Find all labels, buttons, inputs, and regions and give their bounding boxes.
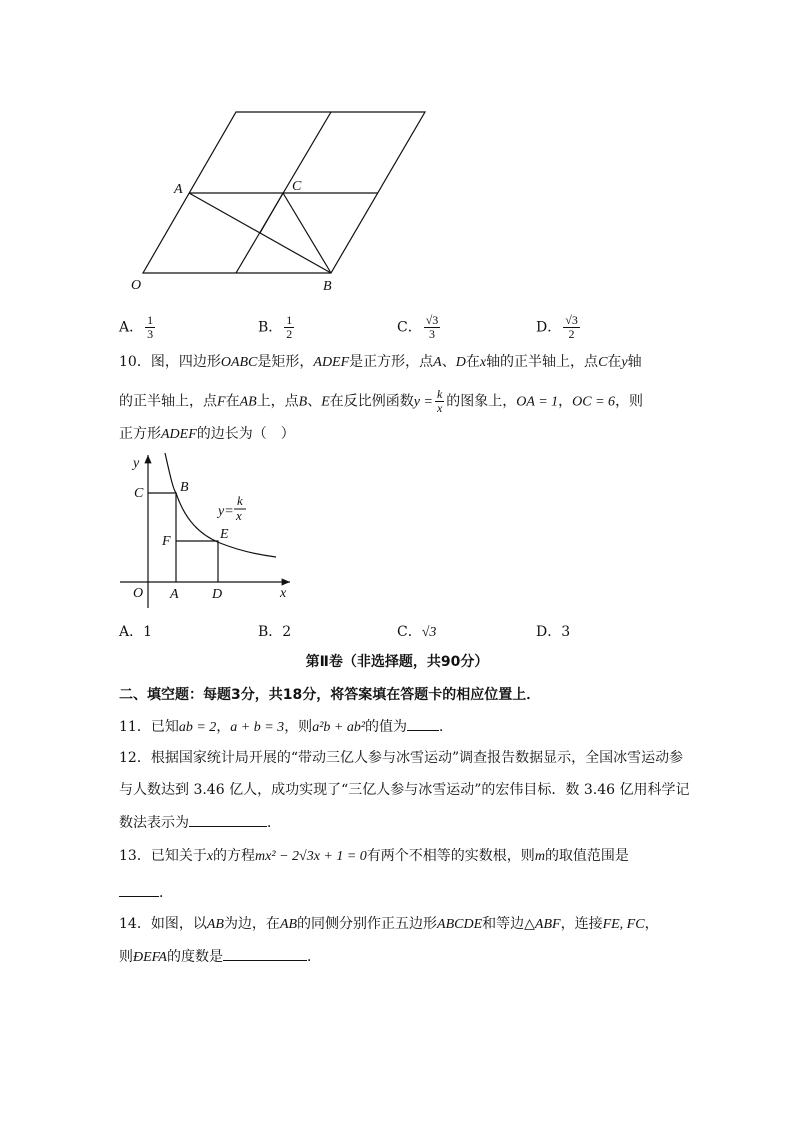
segment-CB bbox=[283, 193, 331, 273]
q12-line1: 12．根据国家统计局开展的“带动三亿人参与冰雪运动”调查报告数据显示，全国冰雪运动参 bbox=[119, 750, 684, 766]
q10-option-b[interactable]: B．2 bbox=[258, 624, 292, 640]
q9-option-a[interactable]: A． $\frac{1}{3}$ bbox=[119, 313, 154, 341]
section-title: 第Ⅱ卷（非选择题，共90分） bbox=[305, 654, 489, 670]
label-C: C bbox=[292, 179, 302, 194]
q9-option-d[interactable]: D． $\frac{√3}{2}$ bbox=[536, 313, 578, 341]
q10-line1: 10．图，四边形OABC是矩形，ADEF是正方形，点A、D在x轴的正半轴上，点C在y轴 bbox=[119, 354, 642, 370]
q11-answer-blank[interactable] bbox=[407, 716, 439, 731]
q10-option-a[interactable]: A．1 bbox=[119, 624, 153, 640]
q10-line2: 的正半轴上，点F在AB上，点B、E在反比例函数y = $\frac{k}{x}$ 的图象上，OA = 1，OC = 6，则 bbox=[119, 387, 644, 415]
q13: 13．已知关于x的方程mx² − 2√3x + 1 = 0有两个不相等的实数根，则m的取值范围是 bbox=[119, 848, 629, 864]
q10-line3: 正方形ADEF的边长为（ ） bbox=[119, 426, 295, 442]
square-ADEF bbox=[176, 541, 218, 582]
label-A: A bbox=[174, 182, 183, 197]
q9-option-c[interactable]: C． $\frac{√3}{3}$ bbox=[397, 313, 439, 341]
section-heading: 二、填空题：每题3分，共18分，将答案填在答题卡的相应位置上． bbox=[119, 687, 541, 703]
q11: 11．已知ab = 2，a + b = 3，则a²b + ab²的值为 ． bbox=[119, 716, 453, 738]
q12-line2: 与人数达到 3.46 亿人，成功实现了“三亿人参与冰雪运动”的宏伟目标．数 3.46 亿用科学记 bbox=[119, 782, 690, 798]
label-B: B bbox=[323, 279, 332, 294]
func-num: k bbox=[237, 493, 243, 508]
q13-answer-line: ． bbox=[119, 882, 173, 903]
label-A: A bbox=[170, 587, 179, 602]
label-x: x bbox=[280, 586, 287, 601]
figure-hyperbola bbox=[0, 445, 794, 615]
figure-parallelogram bbox=[0, 0, 794, 300]
q14-line2: 则ÐEFA的度数是 ． bbox=[119, 946, 321, 968]
label-E: E bbox=[220, 527, 229, 542]
q12-line3: 数法表示为 ． bbox=[119, 812, 281, 833]
q10-option-d[interactable]: D．3 bbox=[536, 624, 571, 640]
segment-CD bbox=[260, 193, 283, 233]
label-D: D bbox=[212, 587, 223, 602]
q9-option-b[interactable]: B． $\frac{1}{2}$ bbox=[258, 313, 293, 341]
label-C: C bbox=[134, 486, 144, 501]
func-den: x bbox=[236, 508, 242, 523]
label-F: F bbox=[162, 534, 171, 549]
q12-answer-blank[interactable] bbox=[189, 812, 267, 827]
q10-option-c[interactable]: C．√3 bbox=[397, 624, 437, 640]
q14-answer-blank[interactable] bbox=[223, 946, 307, 961]
q13-answer-blank[interactable] bbox=[119, 882, 159, 897]
label-y: y bbox=[133, 456, 140, 471]
label-B: B bbox=[180, 480, 189, 495]
label-O: O bbox=[131, 278, 142, 293]
label-O: O bbox=[133, 586, 144, 601]
q14-line1: 14．如图，以AB为边，在AB的同侧分别作正五边形ABCDE和等边△ABF，连接FE, FC， bbox=[119, 916, 659, 932]
func-lhs: y= bbox=[218, 504, 234, 519]
